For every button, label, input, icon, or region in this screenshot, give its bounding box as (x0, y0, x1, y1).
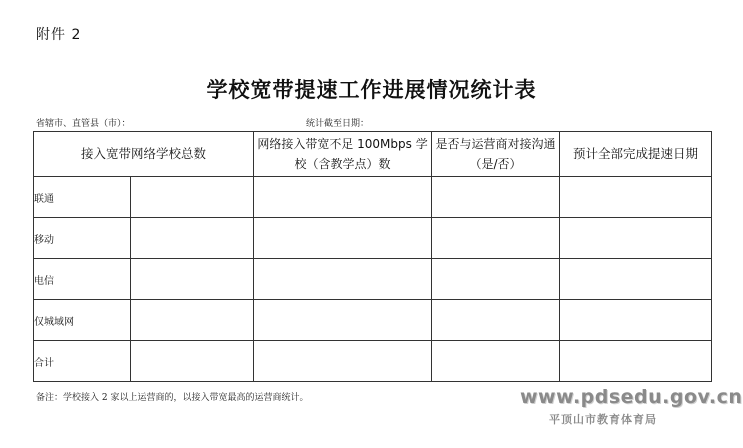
date-field-label: 统计截至日期： (306, 119, 370, 129)
total-schools-cell[interactable] (131, 218, 254, 259)
row-label: 仅城域网 (34, 300, 131, 341)
table-row (34, 177, 712, 218)
row-label: 移动 (34, 218, 131, 259)
completion-date-cell[interactable] (560, 259, 712, 300)
total-schools-cell[interactable] (131, 177, 254, 218)
attachment-label: 附件 2 (36, 27, 82, 43)
row-label: 联通 (34, 177, 131, 218)
total-schools-cell[interactable] (131, 341, 254, 382)
table-row (34, 300, 712, 341)
header-isp-contact: 是否与运营商对接沟通（是/否） (432, 132, 560, 177)
row-label: 合计 (34, 341, 131, 382)
table-row (34, 218, 712, 259)
under-100mbps-cell[interactable] (254, 177, 432, 218)
table-row (34, 341, 712, 382)
completion-date-cell[interactable] (560, 177, 712, 218)
under-100mbps-cell[interactable] (254, 300, 432, 341)
region-field-label: 省辖市、直管县（市）： (36, 119, 131, 129)
isp-contact-cell[interactable] (432, 300, 560, 341)
watermark-url: www.pdsedu.gov.cn (520, 386, 743, 408)
statistics-table (33, 131, 712, 382)
completion-date-cell[interactable] (560, 341, 712, 382)
under-100mbps-cell[interactable] (254, 259, 432, 300)
isp-contact-cell[interactable] (432, 177, 560, 218)
header-completion-date: 预计全部完成提速日期 (560, 132, 712, 177)
footnote: 备注：学校接入 2 家以上运营商的，以接入带宽最高的运营商统计。 (36, 393, 309, 403)
under-100mbps-cell[interactable] (254, 341, 432, 382)
total-schools-cell[interactable] (131, 300, 254, 341)
table-row (34, 259, 712, 300)
isp-contact-cell[interactable] (432, 259, 560, 300)
page-title: 学校宽带提速工作进展情况统计表 (206, 77, 537, 102)
header-total-schools: 接入宽带网络学校总数 (34, 132, 254, 177)
completion-date-cell[interactable] (560, 300, 712, 341)
row-label: 电信 (34, 259, 131, 300)
completion-date-cell[interactable] (560, 218, 712, 259)
isp-contact-cell[interactable] (432, 341, 560, 382)
watermark-org: 平顶山市教育体育局 (549, 413, 657, 426)
total-schools-cell[interactable] (131, 259, 254, 300)
isp-contact-cell[interactable] (432, 218, 560, 259)
header-under-100mbps: 网络接入带宽不足 100Mbps 学校（含教学点）数 (254, 132, 432, 177)
table-header-row (34, 132, 712, 177)
under-100mbps-cell[interactable] (254, 218, 432, 259)
